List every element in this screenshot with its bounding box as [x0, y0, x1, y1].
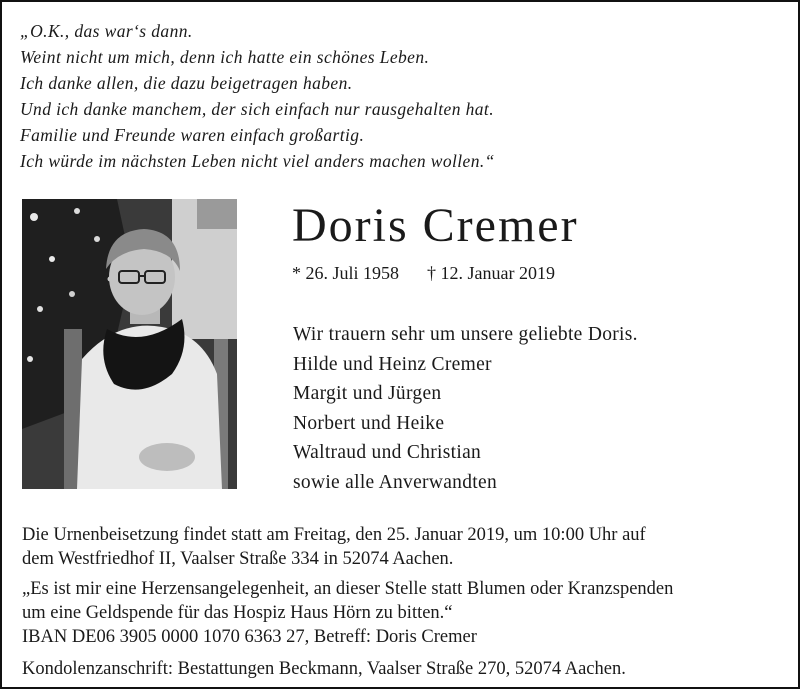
funeral-line: dem Westfriedhof II, Vaalser Straße 334 in 52074 Aachen.: [22, 549, 454, 569]
deceased-name: Doris Cremer: [292, 199, 579, 252]
mourners-line: Norbert und Heike: [293, 412, 445, 434]
poem-line: Weint nicht um mich, denn ich hatte ein schönes Leben.: [20, 47, 430, 67]
poem-line: Familie und Freunde waren einfach großartig.: [20, 125, 365, 145]
mourners-line: Waltraud und Christian: [293, 442, 482, 463]
death-date: † 12. Januar 2019: [427, 263, 555, 283]
bank-details: IBAN DE06 3905 0000 1070 6363 27, Betreff: Doris Cremer: [22, 627, 477, 647]
birth-date: * 26. Juli 1958: [292, 263, 400, 283]
mourners-line: Hilde und Heinz Cremer: [293, 353, 492, 375]
funeral-information: [22, 523, 792, 681]
donation-line: „Es ist mir eine Herzensangelegenheit, an dieser Stelle statt Blumen oder Kranzspenden: [22, 579, 674, 599]
condolence-address: Kondolenzanschrift: Bestattungen Beckmann, Vaalser Straße 270, 52074 Aachen.: [22, 659, 626, 679]
mourners-list: [293, 320, 638, 497]
poem-quote: [20, 18, 780, 174]
portrait-photo: [22, 199, 237, 489]
poem-line: Ich danke allen, die dazu beigetragen haben.: [20, 73, 353, 93]
mourners-line: sowie alle Anverwandten: [293, 471, 498, 493]
poem-line: Und ich danke manchem, der sich einfach nur rausgehalten hat.: [20, 99, 494, 119]
funeral-line: Die Urnenbeisetzung findet statt am Freitag, den 25. Januar 2019, um 10:00 Uhr auf: [22, 525, 646, 545]
poem-line: Ich würde im nächsten Leben nicht viel anders machen wollen.“: [20, 151, 495, 171]
donation-line: um eine Geldspende für das Hospiz Haus Hörn zu bitten.“: [22, 603, 453, 623]
life-dates: [292, 263, 555, 284]
mourners-line: Wir trauern sehr um unsere geliebte Doris.: [293, 324, 638, 345]
poem-line: „O.K., das war‘s dann.: [20, 21, 193, 41]
mourners-line: Margit und Jürgen: [293, 383, 442, 404]
